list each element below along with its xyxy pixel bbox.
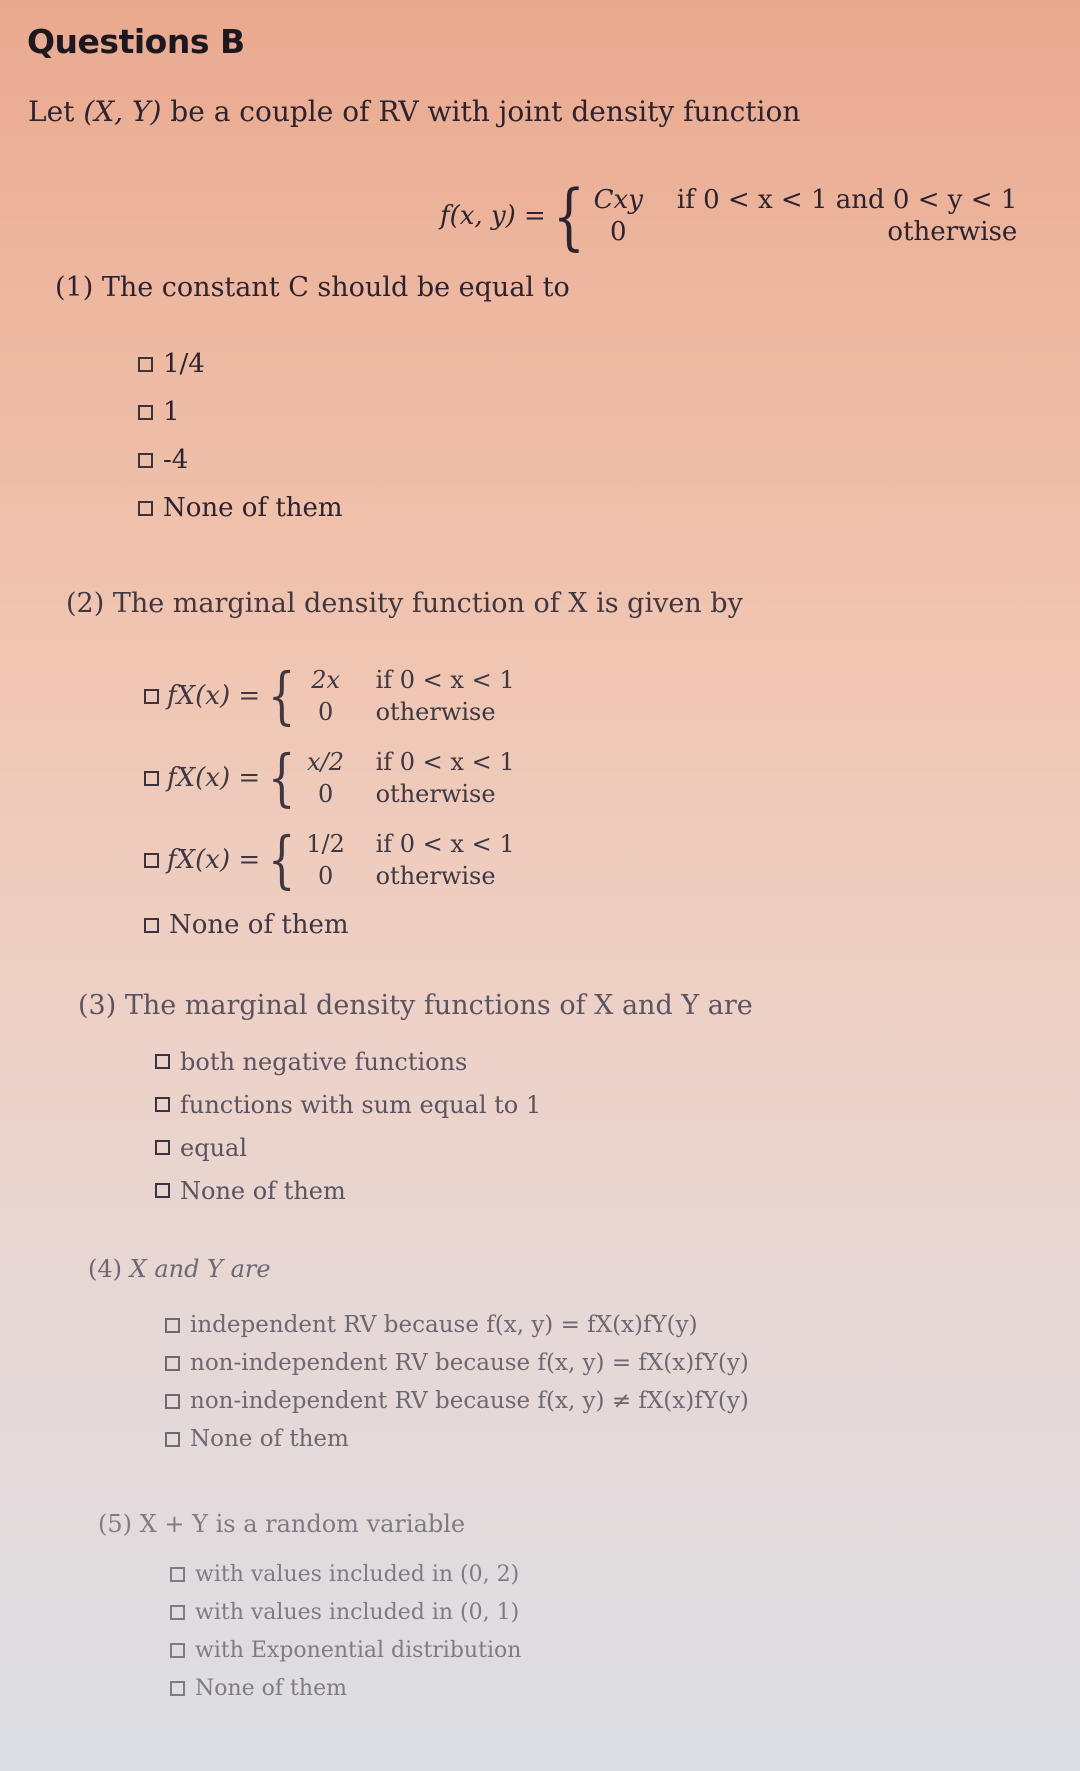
q5-option[interactable] [170, 1669, 521, 1707]
checkbox[interactable] [138, 453, 153, 468]
option-label: independent RV because f(x, y) = fX(x)fY(y) [190, 1312, 698, 1338]
option-label: 1 [163, 397, 180, 427]
q4-option[interactable] [165, 1306, 749, 1344]
left-brace: { [268, 823, 296, 896]
q3-text: The marginal density functions of X and Y are [124, 990, 753, 1021]
option-label: non-independent RV because f(x, y) = fX(x)fY(y) [190, 1350, 749, 1376]
case-condition: otherwise [375, 780, 496, 808]
q2-option[interactable] [144, 819, 515, 901]
option-label: None of them [195, 1675, 347, 1701]
case-condition: if 0 < x < 1 [375, 830, 515, 858]
checkbox[interactable] [155, 1097, 170, 1112]
option-label: with Exponential distribution [195, 1637, 522, 1663]
q5-options [170, 1555, 521, 1707]
question-5 [98, 1510, 465, 1538]
q4-text: X and Y are [129, 1255, 271, 1283]
q1-number: (1) [55, 272, 94, 303]
q1-option[interactable] [138, 340, 343, 388]
intro-prefix: Let [28, 95, 84, 128]
checkbox[interactable] [165, 1318, 180, 1333]
checkbox[interactable] [138, 405, 153, 420]
checkbox[interactable] [155, 1140, 170, 1155]
case-value: 1/2 [306, 830, 345, 858]
q3-option[interactable] [155, 1083, 541, 1126]
formula-lhs: f(x, y) = [440, 201, 546, 231]
page-title: Questions B [27, 22, 245, 61]
case1-condition: if 0 < x < 1 and 0 < y < 1 [676, 185, 1018, 215]
option-cases [306, 664, 515, 728]
option-label: both negative functions [180, 1047, 468, 1076]
case-value: 2x [311, 666, 340, 694]
q1-text: The constant C should be equal to [101, 272, 570, 303]
intro-suffix: be a couple of RV with joint density function [161, 95, 801, 128]
option-label: non-independent RV because f(x, y) ≠ fX(x)fY(y) [190, 1388, 749, 1414]
left-brace: { [268, 741, 296, 814]
option-label: None of them [169, 910, 349, 940]
checkbox[interactable] [144, 689, 159, 704]
q4-option[interactable] [165, 1344, 749, 1382]
formula-cases [594, 185, 1018, 247]
question-3 [78, 990, 753, 1021]
q5-option[interactable] [170, 1555, 521, 1593]
case-value: 0 [317, 698, 334, 726]
case-condition: if 0 < x < 1 [375, 666, 515, 694]
checkbox[interactable] [170, 1567, 185, 1582]
intro-text [28, 95, 800, 128]
q2-option[interactable] [144, 655, 515, 737]
option-label: -4 [163, 445, 189, 475]
checkbox[interactable] [138, 501, 153, 516]
case-value: 0 [317, 862, 334, 890]
q4-option[interactable] [165, 1382, 749, 1420]
case-condition: otherwise [375, 698, 496, 726]
question-2 [66, 588, 743, 619]
left-brace: { [552, 174, 585, 258]
q4-options [165, 1306, 749, 1458]
case-condition: if 0 < x < 1 [375, 748, 515, 776]
q3-option[interactable] [155, 1169, 541, 1212]
intro-pair: (X, Y) [83, 95, 162, 128]
checkbox[interactable] [144, 918, 159, 933]
option-lhs: fX(x) = [167, 763, 261, 793]
option-label: functions with sum equal to 1 [180, 1090, 542, 1119]
checkbox[interactable] [155, 1183, 170, 1198]
option-label: with values included in (0, 2) [195, 1561, 520, 1587]
option-label: None of them [190, 1426, 349, 1452]
checkbox[interactable] [165, 1394, 180, 1409]
q5-text: X + Y is a random variable [139, 1510, 466, 1538]
option-label: equal [180, 1133, 248, 1162]
checkbox[interactable] [170, 1681, 185, 1696]
q4-number: (4) [88, 1255, 122, 1283]
case-value: 0 [317, 780, 334, 808]
checkbox[interactable] [144, 771, 159, 786]
q5-option[interactable] [170, 1593, 521, 1631]
q5-number: (5) [98, 1510, 132, 1538]
q3-option[interactable] [155, 1040, 541, 1083]
q2-option[interactable] [144, 901, 515, 949]
option-label: 1/4 [163, 349, 205, 379]
checkbox[interactable] [170, 1605, 185, 1620]
option-label: with values included in (0, 1) [195, 1599, 520, 1625]
q2-options [144, 655, 515, 949]
option-cases [306, 746, 515, 810]
q5-option[interactable] [170, 1631, 521, 1669]
case1-value: Cxy [593, 185, 643, 215]
question-4 [88, 1255, 271, 1283]
q3-number: (3) [78, 990, 117, 1021]
case2-condition: otherwise [887, 217, 1018, 247]
q1-option[interactable] [138, 484, 343, 532]
case-value: x/2 [307, 748, 345, 776]
q2-number: (2) [66, 588, 105, 619]
option-lhs: fX(x) = [167, 845, 261, 875]
q1-option[interactable] [138, 436, 343, 484]
option-label: None of them [163, 493, 343, 523]
checkbox[interactable] [165, 1356, 180, 1371]
case-condition: otherwise [375, 862, 496, 890]
q1-option[interactable] [138, 388, 343, 436]
left-brace: { [268, 659, 296, 732]
joint-density-formula [440, 174, 1018, 258]
q3-option[interactable] [155, 1126, 541, 1169]
q4-option[interactable] [165, 1420, 749, 1458]
checkbox[interactable] [138, 357, 153, 372]
q2-text: The marginal density function of X is given by [112, 588, 743, 619]
checkbox[interactable] [144, 853, 159, 868]
q2-option[interactable] [144, 737, 515, 819]
checkbox[interactable] [165, 1432, 180, 1447]
q1-options [138, 340, 343, 532]
option-label: None of them [180, 1176, 346, 1205]
q3-options [155, 1040, 541, 1212]
question-1 [55, 272, 570, 303]
checkbox[interactable] [170, 1643, 185, 1658]
case2-value: 0 [610, 217, 627, 247]
option-lhs: fX(x) = [167, 681, 261, 711]
option-cases [306, 828, 515, 892]
checkbox[interactable] [155, 1054, 170, 1069]
